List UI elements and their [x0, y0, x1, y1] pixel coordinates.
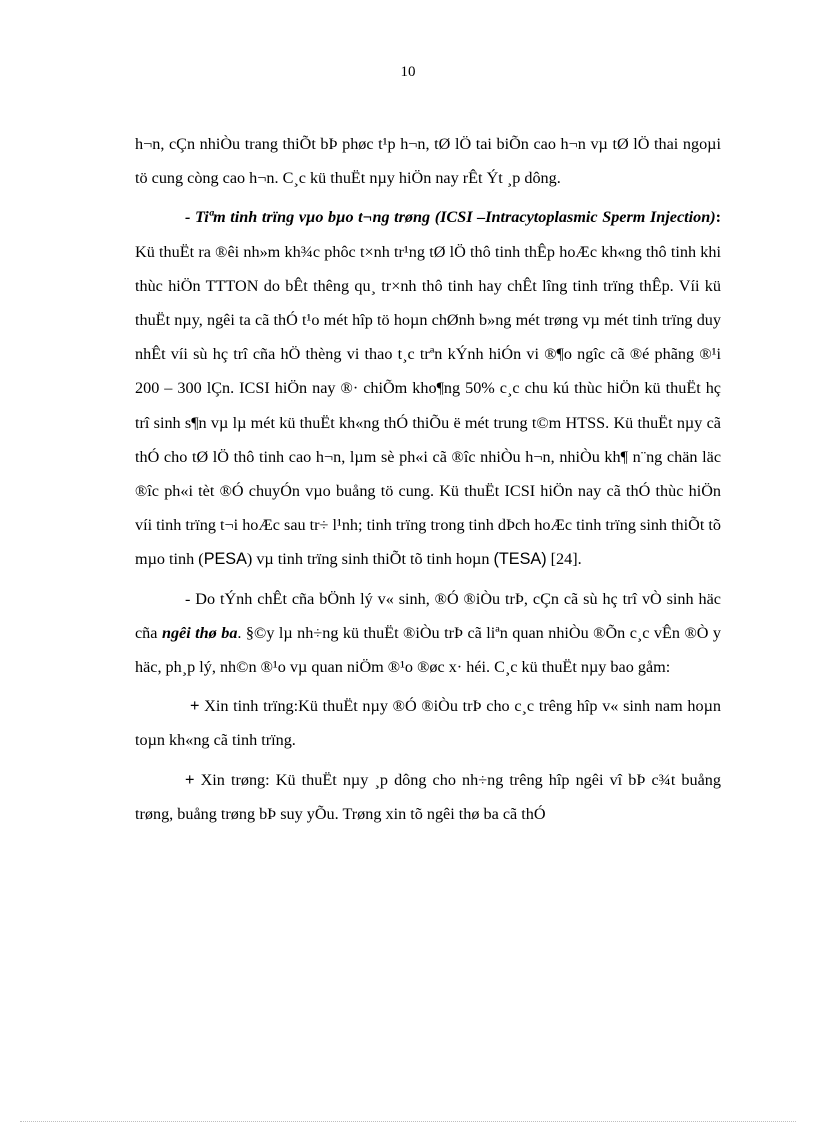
page-bottom-divider	[20, 1121, 796, 1122]
icsi-body-mid: ) vµ tinh trïng sinh thiÕt tõ tinh hoµn	[246, 550, 494, 569]
pesa-term: PESA	[203, 550, 247, 569]
paragraph-egg-donation	[135, 763, 721, 831]
tesa-term: (TESA)	[493, 550, 547, 569]
icsi-citation: [24].	[546, 550, 582, 569]
paragraph-third-party	[135, 582, 721, 685]
document-body	[135, 127, 721, 836]
paragraph-icsi	[135, 200, 721, 576]
paragraph-sperm-donation	[135, 689, 721, 757]
third-party-start: - Do tÝnh chÊt cña bÖnh lý v« sinh, ®Ó ®iÒu trÞ, cÇn cã sù hç trî vÒ sinh häc cña	[135, 589, 721, 642]
paragraph-1: h¬n, cÇn nhiÒu trang thiÕt bÞ phøc t¹p h¬n, tØ lÖ tai biÕn cao h¬n vµ tØ lÖ thai ngoµi tö cung còng cao h¬n. C¸c kü thuËt nµy hiÖn nay rÊt Ýt ¸p dông.	[135, 135, 721, 188]
plus-bullet: +	[185, 770, 195, 789]
icsi-heading: - Tiªm tinh trïng vµo bµo t¬ng trøng (ICSI –Intracytoplasmic Sperm Injection)	[185, 208, 716, 227]
egg-donation-text: Xin trøng: Kü thuËt nµy ¸p dông cho nh÷ng trêng hîp ngêi vî bÞ c¾t buång trøng, buång trøng bÞ suy yÕu. Trøng xin tõ ngêi thø ba cã thÓ	[135, 770, 721, 823]
page-number: 10	[400, 64, 416, 80]
plus-bullet: +	[190, 697, 200, 716]
third-party-emphasis: ngêi thø ba	[161, 623, 238, 642]
third-party-end: . §©y lµ nh÷ng kü thuËt ®iÒu trÞ cã liªn quan nhiÒu ®Õn c¸c vÊn ®Ò y häc, ph¸p lý, nh©n ®¹o vµ quan niÖm ®¹o ®øc x· héi. C¸c kü thuËt nµy bao gåm:	[135, 623, 721, 677]
sperm-donation-text: Xin tinh trïng:Kü thuËt nµy ®Ó ®iÒu trÞ cho c¸c trêng hîp v« sinh nam hoµn toµn kh«ng cã tinh trïng.	[135, 697, 721, 750]
icsi-body: Kü thuËt ra ®êi nh»m kh¾c phôc t×nh tr¹ng tØ lÖ thô tinh thÊp hoÆc kh«ng thô tinh khi thùc hiÖn TTTON do bÊt thêng qu¸ tr×nh thô tinh hay chÊt lîng tinh trïng thÊp. Víi kü thuËt nµy, ngêi ta cã thÓ t¹o mét hîp tö hoµn chØnh b»ng mét trøng vµ mét tinh trïng duy nhÊt víi sù hç trî cña hÖ thèng vi thao t¸c trªn kÝnh hiÓn vi ®¶o ngîc cã ®é phãng ®¹i 200 – 300 lÇn. ICSI hiÖn nay ®· chiÕm kho¶ng 50% c¸c chu kú thùc hiÖn kü thuËt hç trî sinh s¶n vµ lµ mét kü thuËt kh«ng thÓ thiÕu ë mét trung t©m HTSS. Kü thuËt nµy cã thÓ cho tØ lÖ thô tinh cao h¬n, lµm sè ph«i cã ®îc nhiÒu h¬n, nhiÒu kh¶ n¨ng chän läc ®îc ph«i tèt ®Ó chuyÓn vµo buång tö cung. Kü thuËt ICSI hiÖn nay cã thÓ thùc hiÖn víi tinh trïng t¬i hoÆc sau tr÷ l¹nh; tinh trïng trong tinh dÞch hoÆc tinh trïng sinh thiÕt tõ mµo tinh (	[135, 242, 721, 569]
icsi-heading-colon: :	[715, 208, 721, 227]
